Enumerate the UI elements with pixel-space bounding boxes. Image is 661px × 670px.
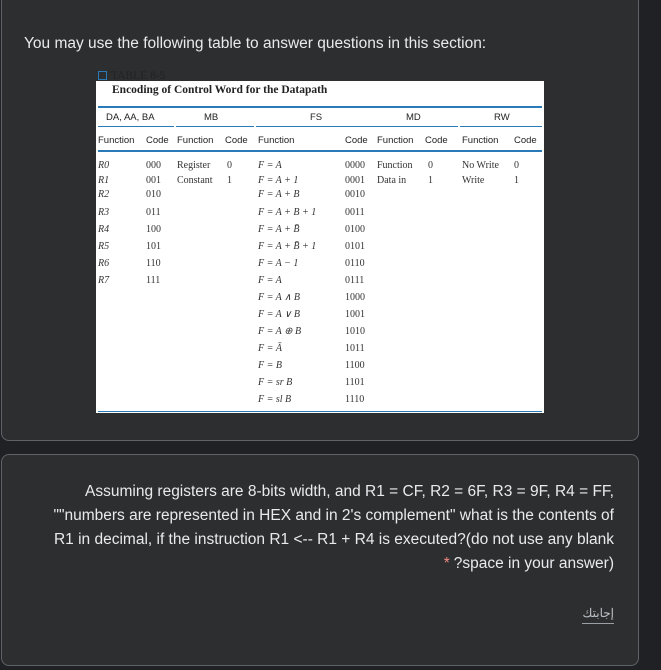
subheader-code: Code: [146, 135, 169, 146]
table-top-rule: [98, 106, 542, 108]
fs-code: 0010: [345, 189, 365, 200]
da-function: R1: [98, 175, 110, 186]
control-word-table: [96, 70, 544, 413]
da-function: R0: [98, 160, 110, 171]
rule-mb: [176, 126, 254, 127]
mb-code: 1: [227, 175, 232, 186]
fs-code: 1110: [345, 394, 365, 405]
da-code: 001: [146, 175, 161, 186]
rw-code: 1: [514, 175, 519, 186]
mb-code: 0: [227, 160, 232, 171]
subheader-function: Function: [377, 135, 414, 146]
rw-function: Write: [462, 175, 485, 186]
md-code: 0: [428, 160, 433, 171]
fs-function: F = A: [258, 275, 282, 286]
header-rw: RW: [494, 112, 510, 123]
da-function: R6: [98, 258, 110, 269]
subheader-function: Function: [258, 135, 295, 146]
table-caption: TABLE 8-5: [98, 70, 165, 82]
rw-function: No Write: [462, 160, 499, 171]
fs-code: 0101: [345, 241, 365, 252]
fs-function: F = A + B + 1: [258, 207, 317, 218]
md-function: Data in: [377, 175, 407, 186]
fs-function: F = A + B̄: [258, 224, 300, 235]
fs-code: 0110: [345, 258, 365, 269]
subheader-code: Code: [514, 135, 537, 146]
fs-code: 0011: [345, 207, 365, 218]
da-function: R3: [98, 207, 110, 218]
md-code: 1: [428, 175, 433, 186]
rule-rw: [460, 126, 542, 127]
subheader-code: Code: [345, 135, 368, 146]
da-code: 101: [146, 241, 161, 252]
fs-function: F = A: [258, 160, 282, 171]
fs-function: F = A + B̄ + 1: [258, 241, 317, 252]
fs-function: F = sl B: [258, 394, 292, 405]
fs-code: 1101: [345, 377, 365, 388]
md-function: Function: [377, 160, 413, 171]
question-line: Assuming registers are 8-bits width, and R1 = CF, R2 = 6F, R3 = 9F, R4 = FF,: [85, 483, 614, 500]
fs-code: 1000: [345, 292, 365, 303]
fs-function: F = A ∨ B: [258, 309, 301, 320]
fs-function: F = B: [258, 360, 282, 371]
fs-function: F = A ∧ B: [258, 292, 301, 303]
da-code: 000: [146, 160, 161, 171]
da-function: R5: [98, 241, 110, 252]
da-function: R4: [98, 224, 110, 235]
answer-input[interactable]: إجابتك: [582, 606, 614, 620]
mb-function: Register: [177, 160, 211, 171]
fs-function: F = A + B: [258, 189, 300, 200]
mb-function: Constant: [177, 175, 213, 186]
header-mb: MB: [204, 112, 219, 123]
subheader-function: Function: [462, 135, 499, 146]
subheader-function: Function: [177, 135, 214, 146]
table-title: Encoding of Control Word for the Datapath: [112, 84, 328, 96]
checkbox-icon: [98, 71, 107, 80]
fs-code: 0000: [345, 160, 365, 171]
rw-code: 0: [514, 160, 519, 171]
da-function: R2: [98, 189, 110, 200]
answer-input-underline: [582, 623, 614, 624]
fs-code: 0100: [345, 224, 365, 235]
fs-code: 1010: [345, 326, 365, 337]
fs-function: F = A ⊕ B: [258, 326, 302, 337]
question-line: ""numbers are represented in HEX and in 2's complement" what is the contents of: [53, 507, 614, 524]
fs-function: F = Ā: [258, 343, 282, 354]
fs-function: F = A − 1: [258, 258, 299, 269]
header-da: DA, AA, BA: [106, 112, 155, 123]
da-code: 111: [146, 275, 161, 286]
header-fs: FS: [310, 112, 323, 123]
fs-code: 1100: [345, 360, 365, 371]
rule-md: [344, 126, 458, 127]
required-marker: *: [443, 555, 450, 572]
fs-code: 1011: [345, 343, 365, 354]
fs-code: 1001: [345, 309, 365, 320]
question-line: R1 in decimal, if the instruction R1 <-- R1 + R4 is executed?(do not use any blank: [53, 531, 614, 548]
fs-function: F = A + 1: [258, 175, 299, 186]
header-md: MD: [406, 112, 421, 123]
da-code: 011: [146, 207, 161, 218]
rule-da: [98, 126, 174, 127]
fs-function: F = sr B: [258, 377, 293, 388]
question-line: * ?space in your answer): [443, 555, 614, 572]
da-code: 100: [146, 224, 161, 235]
subheader-function: Function: [98, 135, 135, 146]
da-code: 110: [146, 258, 161, 269]
table-header-rule: [98, 150, 542, 152]
subheader-code: Code: [425, 135, 448, 146]
section-instruction: You may use the following table to answer questions in this section:: [24, 35, 487, 52]
subheader-code: Code: [225, 135, 248, 146]
table-bottom-rule: [98, 411, 542, 412]
fs-code: 0001: [345, 175, 365, 186]
da-function: R7: [98, 275, 110, 286]
question-text: [24, 480, 614, 576]
da-code: 010: [146, 189, 161, 200]
fs-code: 0111: [345, 275, 365, 286]
